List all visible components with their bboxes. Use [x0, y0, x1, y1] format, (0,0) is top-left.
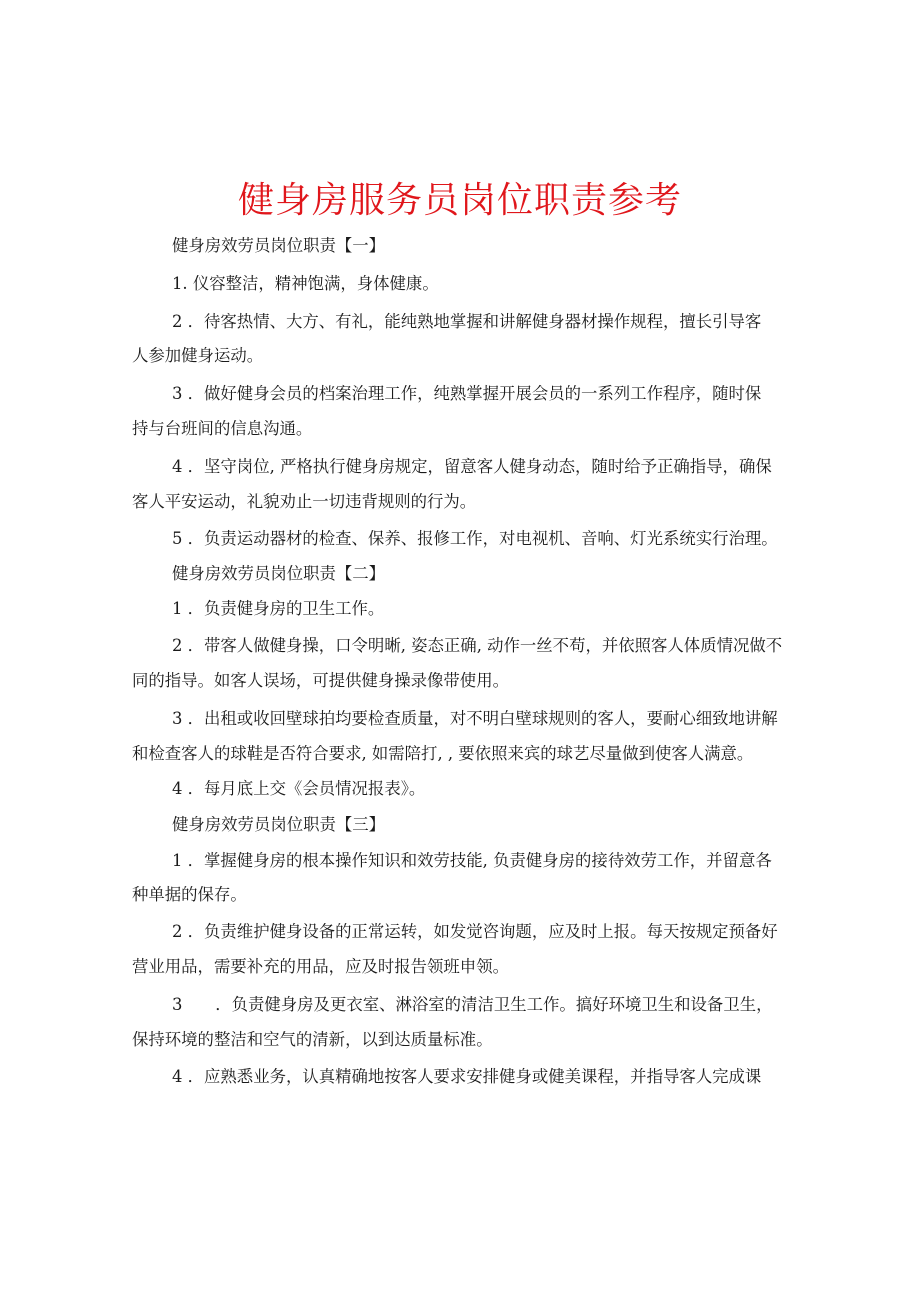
paragraph-line: 人参加健身运动。 [132, 346, 264, 365]
paragraph-line: 同的指导。如客人误场，可提供健身操录像带使用。 [132, 671, 509, 690]
paragraph-line: 1 ．掌握健身房的根本操作知识和效劳技能, 负责健身房的接待效劳工作，并留意各 [172, 851, 772, 870]
paragraph-line: 保持环境的整洁和空气的清新，以到达质量标准。 [132, 1030, 493, 1049]
section-heading-2: 健身房效劳员岗位职责【二】 [172, 564, 386, 583]
paragraph-line: 1. 仪容整洁，精神饱满，身体健康。 [172, 274, 439, 293]
paragraph-line: 2 ．待客热情、大方、有礼，能纯熟地掌握和讲解健身器材操作规程，擅长引导客 [172, 312, 762, 331]
page-title: 健身房服务员岗位职责参考 [237, 180, 682, 221]
paragraph-line: 3 ．出租或收回壁球拍均要检查质量，对不明白壁球规则的客人，要耐心细致地讲解 [172, 709, 778, 728]
paragraph-line: 持与台班间的信息沟通。 [132, 419, 313, 438]
paragraph-line: 1 ．负责健身房的卫生工作。 [172, 599, 385, 618]
paragraph-line: 3 ．做好健身会员的档案治理工作，纯熟掌握开展会员的一系列工作程序，随时保 [172, 384, 762, 403]
paragraph-line: 5 ．负责运动器材的检查、保养、报修工作，对电视机、音响、灯光系统实行治理。 [172, 529, 778, 548]
paragraph-line: 营业用品，需要补充的用品，应及时报告领班申领。 [132, 957, 509, 976]
paragraph-line: 2 ．负责维护健身设备的正常运转，如发觉咨询题，应及时上报。每天按规定预备好 [172, 922, 778, 941]
paragraph-line: 4 ．应熟悉业务，认真精确地按客人要求安排健身或健美课程，并指导客人完成课 [172, 1067, 762, 1086]
paragraph-line: 3 ．负责健身房及更衣室、淋浴室的清洁卫生工作。搞好环境卫生和设备卫生， [172, 995, 773, 1014]
paragraph-line: 2 ．带客人做健身操，口令明晰, 姿态正确, 动作一丝不苟，并依照客人体质情况做不 [172, 636, 783, 655]
paragraph-line: 客人平安运动，礼貌劝止一切违背规则的行为。 [132, 492, 477, 511]
paragraph-line: 4 ．坚守岗位, 严格执行健身房规定，留意客人健身动态，随时给予正确指导，确保 [172, 457, 772, 476]
paragraph-line: 和检查客人的球鞋是否符合要求, 如需陪打, , 要依照来宾的球艺尽量做到使客人满意。 [132, 744, 754, 763]
paragraph-line: 4 ．每月底上交《会员情况报表》。 [172, 779, 426, 798]
section-heading-1: 健身房效劳员岗位职责【一】 [172, 236, 386, 255]
paragraph-line: 种单据的保存。 [132, 885, 247, 904]
section-heading-3: 健身房效劳员岗位职责【三】 [172, 815, 386, 834]
